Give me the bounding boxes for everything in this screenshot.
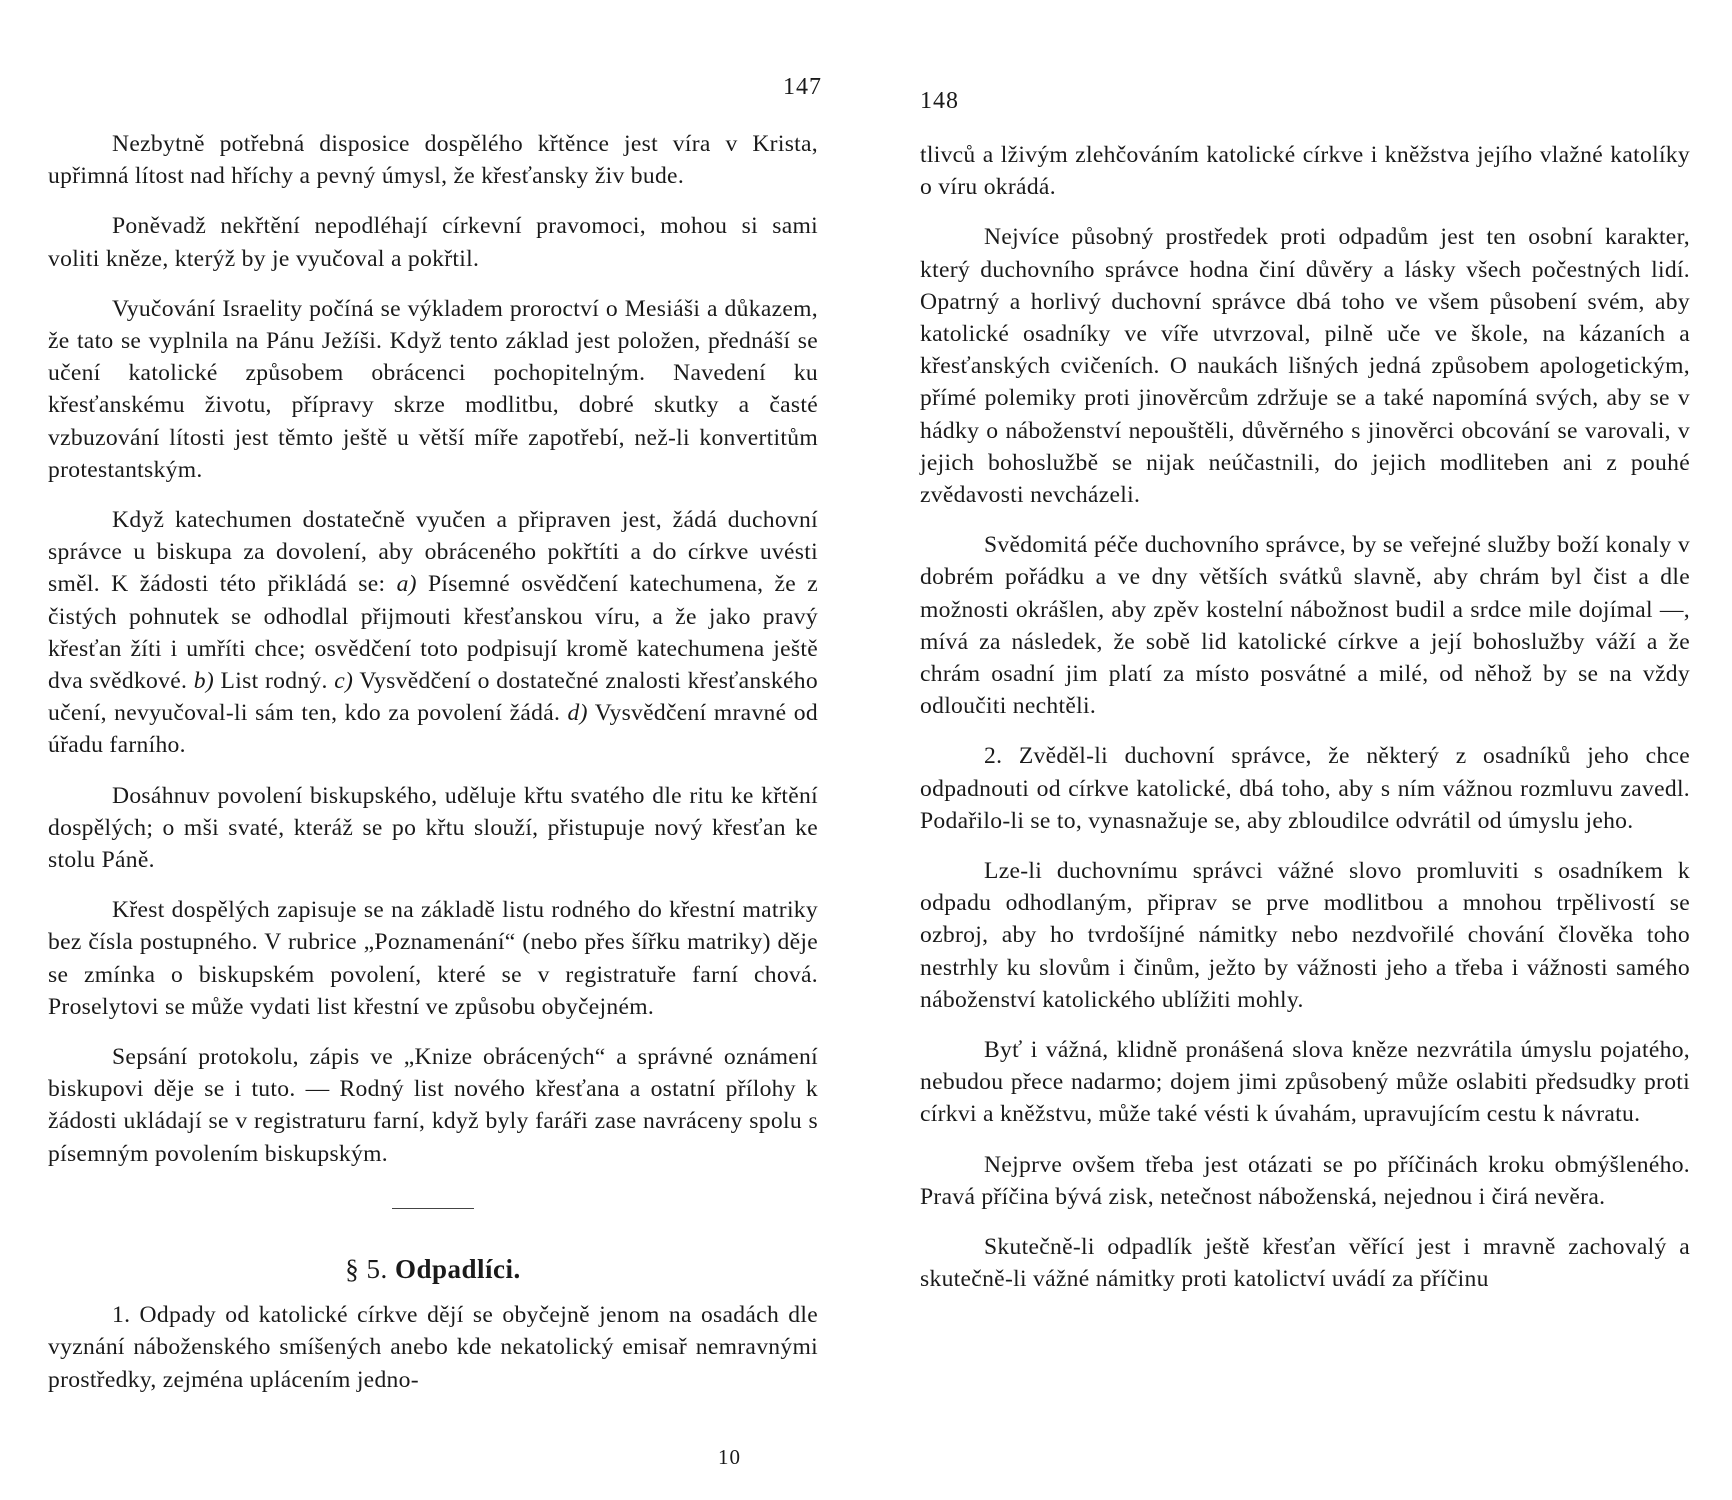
paragraph-continuation: tlivců a lživým zlehčováním katolické církve i kněžstva jejího vlažné katolíky o víru okrádá. [920,142,1690,201]
paragraph: Lze-li duchovnímu správci vážné slovo promluviti s osadníkem k odpadu odhodlaným, připrav se prve modlitbou a mnohou trpělivostí se ozbroj, aby ho tvrdošíjné námitky nebo nezdvořilé chování člověka toho nestrhly ku slovům i činům, ježto by vážnosti jeho a třeba i vážnosti samého náboženství katolického ublížiti mohly. [920,858,1690,1013]
paragraph: Nejvíce působný prostředek proti odpadům jest ten osobní karakter, který duchovního správce hodna činí důvěry a lásky všech počestných lidí. Opatrný a horlivý duchovní správce dbá toho ve všem působení svém, aby katolické osadníky ve víře utvrzoval, pilně uče ve škole, na kázaních a křesťanských cvičeních. O naukách lišných jedná způsobem apologetickým, přímé polemiky proti jinověrcům zdržuje se a také napomíná svých, aby se v hádky o náboženství nepouštěli, důvěrného s jinověrci obcování se varovali, v jejich bohoslužbě se nijak neúčastnili, do jejich modliteben ani z pouhé zvědavosti nevcházeli. [920,224,1690,509]
section-title: Odpadlíci. [394,1253,521,1284]
paragraph: Byť i vážná, klidně pronášená slova kněze nezvrátila úmyslu pojatého, nebudou přece nadarmo; dojem jimi způsobený může oslabiti předsudky proti církvi a kněžstvu, může také vésti k úvahám, upravujícím cestu k návratu. [920,1037,1690,1128]
signature-mark: 10 [718,1445,741,1469]
text-run: Vysvědčení mravné od úřadu farního. [48,700,818,759]
paragraph: Svědomitá péče duchovního správce, by se veřejné služby boží konaly v dobrém pořádku a ve dny větších svátků slavně, aby chrám byl čist a dle možnosti okrášlen, aby zpěv kostelní nábožnost budil a srdce mile dojímal —, mívá za následek, že sobě lid katolické církve a její bohoslužby váží a že chrám osadní jim platí za místo posvátné a milé, od něhož by se na vždy odloučiti nechtěli. [920,532,1690,720]
text-run: Písemné osvědčení katechumena, že z čistých pohnutek se odhodlal přijmouti křesťanskou víru, a že jako pravý křesťan žíti i umříti chce; osvědčení toto podpisují kromě katechumena ještě dva svědkové. [48,571,818,695]
paragraph: Vyučování Israelity počíná se výkladem proroctví o Mesiáši a důkazem, že tato se vyplnila na Pánu Ježíši. Když tento základ jest položen, přednáší se učení katolické způsobem obrácenci pochopitelným. Navedení ku křesťanskému životu, přípravy skrze modlitbu, dobré skutky a časté vzbuzování lítosti jest těmto ještě u větší míře zapotřebí, než-li konvertitům protestantským. [48,295,818,483]
left-page [48,0,822,1500]
enum-marker-c: c) [334,668,354,695]
page-number-left: 147 [783,74,822,100]
enum-marker-a: a) [396,571,417,598]
paragraph: Dosáhnuv povolení biskupského, uděluje křtu svatého dle ritu ke křtění dospělých; o mši svaté, kteráž se po křtu slouží, přistupuje nový křesťan ke stolu Páně. [48,782,818,874]
paragraph: 1. Odpady od katolické církve dějí se obyčejně jenom na osadách dle vyznání náboženského smíšených anebo kde nekatolický emisař nemravnými prostředky, zejména uplácením jedno- [48,1302,818,1393]
paragraph: 2. Zvěděl-li duchovní správce, že některý z osadníků jeho chce odpadnouti od církve katolické, dbá toho, aby s ním vážnou rozmluvu zavedl. Podařilo-li se to, vynasnažuje se, aby zbloudilce odvrátil od úmyslu jeho. [920,743,1690,834]
section-number: § 5. [345,1253,388,1284]
right-page-text [920,139,1690,1314]
paragraph: Skutečně-li odpadlík ještě křesťan věřící jest i mravně zachovalý a skutečně-li vážné námitky proti katolictví uvádí za příčinu [920,1234,1690,1293]
paragraph: Poněvadž nekřtění nepodléhají církevní pravomoci, mohou si sami voliti kněze, kterýž by je vyučoval a pokřtil. [48,213,818,272]
enum-marker-b: b) [193,668,215,695]
text-run: List rodný. [214,668,335,695]
paragraph-requirements [48,504,818,762]
paragraph: Nejprve ovšem třeba jest otázati se po příčinách kroku obmýšleného. Pravá příčina bývá zisk, netečnost náboženská, nejednou i čirá nevěra. [920,1151,1690,1210]
paragraph: Křest dospělých zapisuje se na základě listu rodného do křestní matriky bez čísla postupného. V rubrice „Poznamenání“ (nebo přes šířku matriky) děje se zmínka o biskupském povolení, které se v registratuře farní chová. Proselytovi se může vydati list křestní ve způsobu obyčejném. [48,897,818,1020]
text-run: Vysvědčení o dostatečné znalosti křesťanského učení, nevyučoval-li sám ten, kdo za povolení žádá. [48,668,818,727]
page-number-right: 148 [920,88,959,114]
enum-marker-d: d) [567,700,588,727]
left-page-text [48,128,818,1414]
paragraph: Nezbytně potřebná disposice dospělého křtěnce jest víra v Krista, upřimná lítost nad hříchy a pevný úmysl, že křesťansky živ bude. [48,131,818,190]
paragraph: Sepsání protokolu, zápis ve „Knize obrácených“ a správné oznámení biskupovi děje se i tuto. — Rodný list nového křesťana a ostatní přílohy k žádosti ukládají se v registraturu farní, když byly faráři zase navráceny spolu s písemným povolením biskupským. [48,1044,818,1167]
text-run: Když katechumen dostatečně vyučen a připraven jest, žádá duchovní správce u biskupa za dovolení, aby obráceného pokřtíti a do církve uvésti směl. K žádosti této přikládá se: [48,507,818,598]
section-heading [48,1253,818,1285]
right-page [920,0,1690,1500]
section-divider [392,1208,474,1209]
